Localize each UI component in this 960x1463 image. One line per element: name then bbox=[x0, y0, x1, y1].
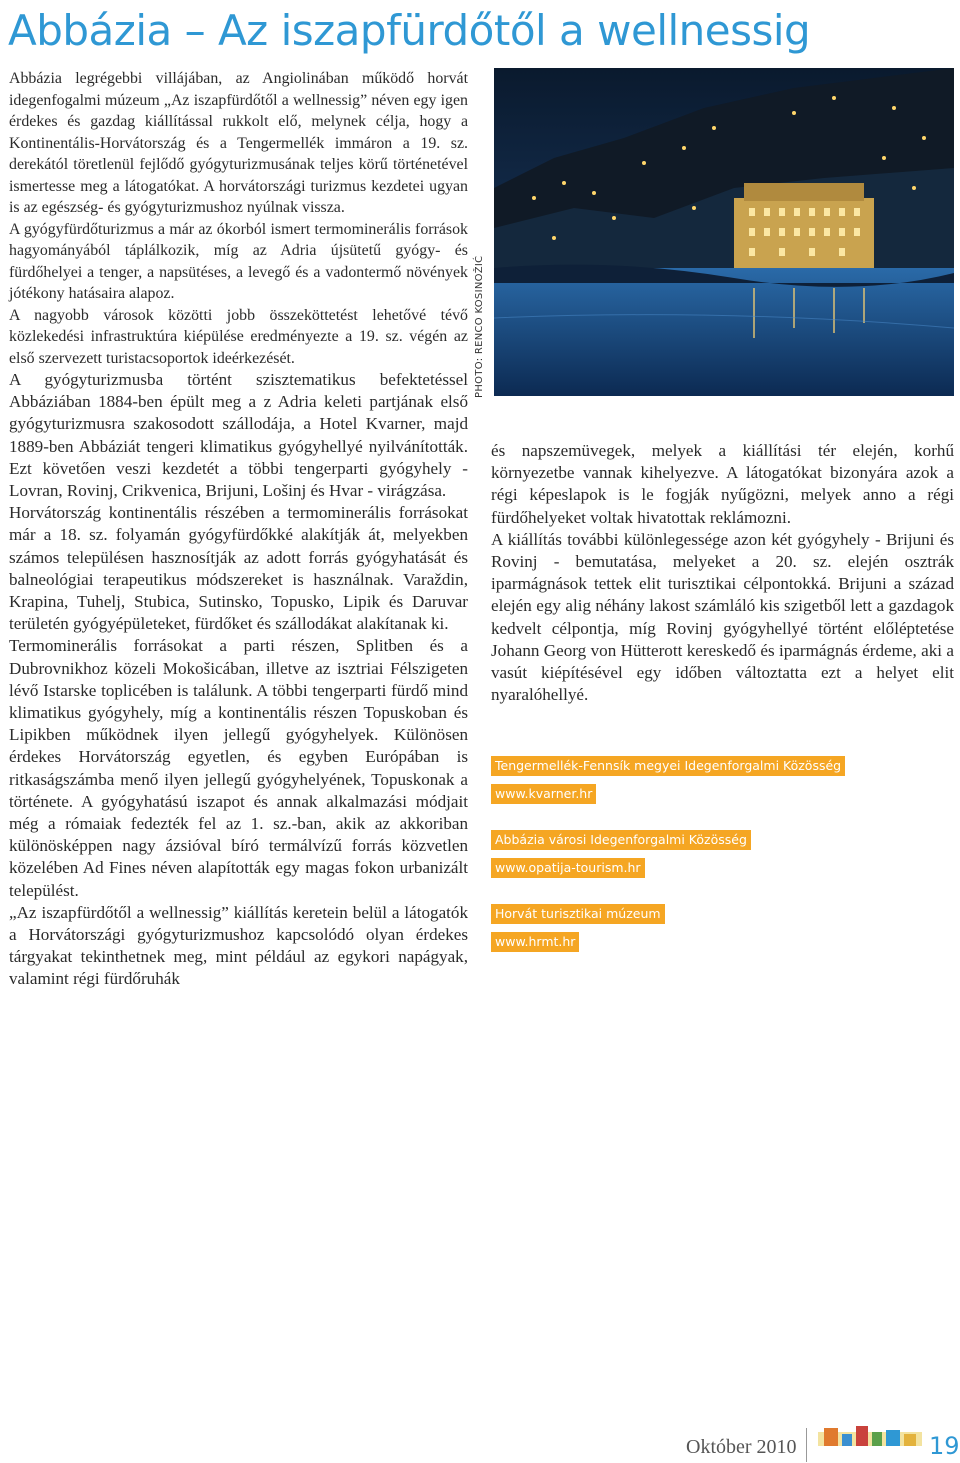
org-label: Tengermellék-Fennsík megyei Idegenforgalmi Közösség bbox=[491, 756, 845, 776]
paragraph: „Az iszapfürdőtől a wellnessig” kiállítás keretein belül a látogatók a Horvátországi gyógyturizmushoz kapcsolódó olyan érdekes tárgyakat tekinthetnek meg, mint például az egykori napágyak, valamint régi fürdőruhák bbox=[9, 902, 468, 989]
website-link[interactable]: www.kvarner.hr bbox=[491, 784, 596, 804]
magazine-logo bbox=[818, 1424, 922, 1450]
paragraph: A gyógyturizmusba történt szisztematikus befektetéssel Abbáziában 1884-ben épült meg a z Adria keleti partjának első gyógyturizmusra szakosodott szállodája, a Hotel Kvarner, majd 1889-ben Abbáziát tengeri klimatikus gyógyhellyé nyilvánították. Ezt követően veszi kezdetét a többi tengerparti gyógyhely - Lovran, Rovinj, Crikvenica, Brijuni, Lošinj és Hvar - virágzása. bbox=[9, 370, 468, 501]
contact-links bbox=[491, 756, 954, 978]
page-footer bbox=[0, 1432, 960, 1460]
paragraph: Horvátország kontinentális részében a termominerális forrásokat már a 18. sz. folyamán gyógyfürdőkké alakítják át, melyekben számos településen hasznosítják az adott forrás gyógyhatását és balneológiai terapeutikus módszereket is használnak. Varaždin, Krapina, Tuhelj, Stubica, Sutinsko, Topusko, Lipik és Daruvar területén gyógyépületeket, fürdőket és szállodákat alakítanak ki. bbox=[9, 503, 468, 634]
night-harbor-photo bbox=[494, 68, 954, 396]
issue-date: Október 2010 bbox=[686, 1436, 797, 1458]
website-link[interactable]: www.opatija-tourism.hr bbox=[491, 858, 645, 878]
org-label: Horvát turisztikai múzeum bbox=[491, 904, 665, 924]
paragraph: Termominerális forrásokat a parti részen, Splitben és a Dubrovnikhoz közeli Mokošicában, illetve az isztriai Félszigeten lévő Istarske toplicében is találunk. A többi tengerparti fürdő mind klimatikus gyógyhely, míg a kontinentális részen Topuskoban és Lipikben működnek ilyen jellegű gyógyhelyek. Különösen érdekes Horvátország egyetlen, és egyben Európában is ritkaságszámba menő ilyen jellegű gyógyhelyének, Topuskonak a története. A gyógyhatású iszapot és annak alkalmazási módjait még a rómaiak fedezték fel az 1. sz.-ban, akik az akkoriban különösképpen nagy ázsióval bíró termálvízű forrás közvetlen közelében Ad Fines néven alapították egy magas fokon urbanizált települést. bbox=[9, 636, 468, 900]
link-group bbox=[491, 830, 954, 878]
paragraph: és napszemüvegek, melyek a kiállítási tér elején, korhű környezetbe vannak kihelyezve. A látogatókat bizonyára azok a régi képeslapok is le fogják nyűgözni, melyek anno a régi fürdőhelyeket voltak hivatottak reklámozni. bbox=[491, 441, 954, 527]
photo-credit: PHOTO: RENCO KOSINOŽIĆ bbox=[474, 255, 485, 398]
paragraph: A kiállítás további különlegessége azon két gyógyhely - Brijuni és Rovinj - bemutatása, melyeket a 20. sz. elején osztrák iparmágnások tettek elit turisztikai célpontokká. Brijuni a század elején egy alig néhány lakost számláló kis szigetből lett a gazdagok kedvelt célpontja, míg Rovinj gyógyhellyé történt előléptetése Johann Georg von Hütterott kereskedő és iparmágnás érdeme, aki a vasút kiépítésével egy időben változtatta ezt a helyet elit nyaralóhellyé. bbox=[491, 529, 954, 705]
photo-illustration bbox=[494, 68, 954, 396]
paragraph: A nagyobb városok közötti jobb összeköttetést lehetővé tévő közlekedési infrastruktúra kiépülése eredményezte a 19. sz. végén az első szervezett turistacsoportok ideérkezését. bbox=[9, 306, 468, 367]
left-column bbox=[9, 68, 468, 991]
link-group bbox=[491, 756, 954, 804]
paragraph: A gyógyfürdőturizmus a már az ókorból ismert termominerális források hagyományából táplálkozik, míg az Adria újsütetű gyógy- és fürdőhelyei a tenger, a napsütéses, a levegő és a vadontermő növények jótékony hatásaira alapoz. bbox=[9, 220, 468, 302]
right-column bbox=[491, 440, 954, 706]
page-number: 19 bbox=[929, 1432, 960, 1460]
divider bbox=[806, 1428, 807, 1462]
paragraph: Abbázia legrégebbi villájában, az Angiolinában működő horvát idegenfogalmi múzeum „Az iszapfürdőtől a wellnessig” néven egy igen érdekes és gazdag kiállítással rukkolt elő, melynek célja, hogy a Kontinentális-Horvátország és a Tengermellék immáron a 19. sz. derekától töretlenül fejlődő gyógyturizmusának teljes körű történetével ismertesse meg a látogatókat. A horvátországi turizmus kezdetei ugyan is az egészség- és gyógyturizmushoz nyúlnak vissza. bbox=[9, 70, 468, 216]
link-group bbox=[491, 904, 954, 952]
page-title: Abbázia – Az iszapfürdőtől a wellnessig bbox=[8, 6, 811, 55]
website-link[interactable]: www.hrmt.hr bbox=[491, 932, 579, 952]
org-label: Abbázia városi Idegenforgalmi Közösség bbox=[491, 830, 751, 850]
